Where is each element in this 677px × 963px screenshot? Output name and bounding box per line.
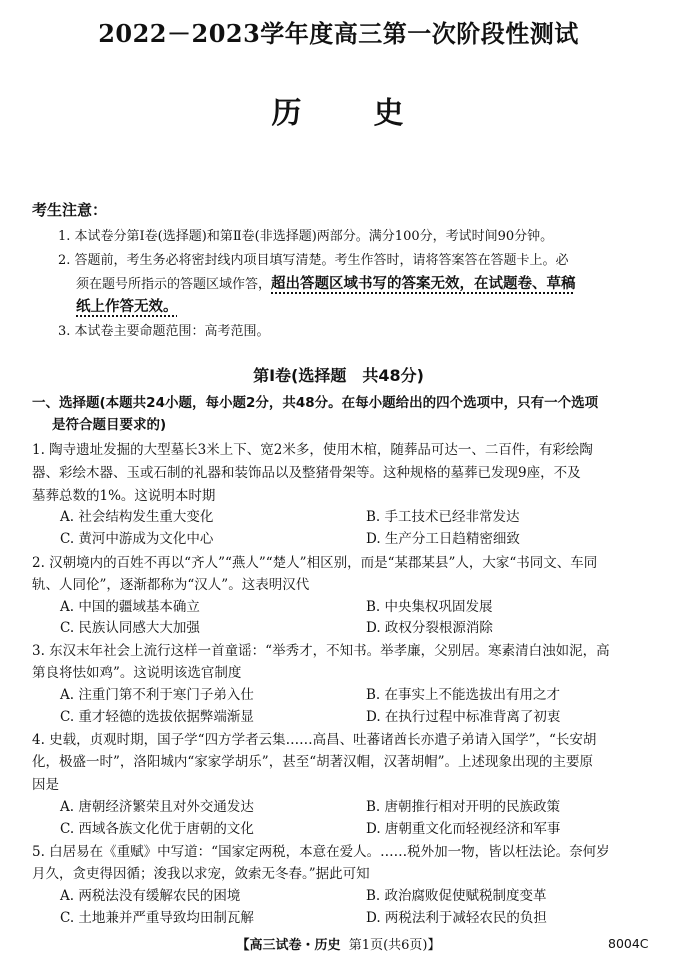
question-5-option-b: B. 政治腐败促使赋税制度变革 (366, 888, 547, 904)
notice-emphasis: 超出答题区域书写的答案无效，在试题卷、草稿 (271, 276, 576, 292)
question-1-option-b: B. 手工技术已经非常发达 (366, 509, 520, 525)
question-1-stem-line-3: 墓葬总数的1%。这说明本时期 (32, 488, 216, 504)
question-5-option-d: D. 两税法利于减轻农民的负担 (366, 910, 547, 926)
question-4-option-b: B. 唐朝推行相对开明的民族政策 (366, 799, 561, 815)
question-3-stem-line-2: 第良将怯如鸡”。这说明该选官制度 (32, 665, 242, 681)
question-4-stem-line-1: 4. 史载，贞观时期，国子学“四方学者云集……高昌、吐蕃诸酋长亦遣子弟请入国学”，“长安胡 (32, 732, 597, 748)
question-1-option-c: C. 黄河中游成为文化中心 (60, 531, 214, 547)
notice-emphasis-2: 纸上作答无效。 (76, 299, 178, 315)
question-2-option-c: C. 民族认同感大大加强 (60, 620, 200, 636)
notice-item-1: 1. 本试卷分第Ⅰ卷(选择题)和第Ⅱ卷(非选择题)两部分。满分100分，考试时间90分钟。 (58, 229, 554, 244)
question-5-stem-line-1: 5. 白居易在《重赋》中写道：“国家定两税，本意在爱人。……税外加一物，皆以枉法论。奈何岁 (32, 844, 610, 860)
question-5-stem-line-2: 月久，贪吏得因循；浚我以求宠，敛索无冬春。”据此可知 (32, 866, 370, 882)
question-1-stem-line-1: 1. 陶寺遗址发掘的大型墓长3米上下、宽2米多，使用木棺，随葬品可达一、二百件，有彩绘陶 (32, 442, 593, 458)
page-footer (0, 934, 677, 953)
question-2-option-a: A. 中国的疆域基本确立 (60, 599, 200, 615)
question-3-option-b: B. 在事实上不能选拔出有用之才 (366, 687, 561, 703)
section-instruction-line-1: 一、选择题(本题共24小题，每小题2分，共48分。在每小题给出的四个选项中，只有一个选项 (32, 395, 599, 411)
notice-item-2-line-1: 2. 答题前，考生务必将密封线内项目填写清楚。考生作答时，请将答案答在答题卡上。必 (58, 253, 569, 268)
subject-char-1: 历 (271, 96, 304, 131)
question-2-stem-line-2: 轨、人同伦”，逐渐都称为“汉人”。这表明汉代 (32, 577, 310, 593)
subject-char-2: 史 (373, 96, 406, 131)
question-1-option-d: D. 生产分工日趋精密细致 (366, 531, 520, 547)
footer-page-number: 第1页(共6页)】 (348, 938, 441, 953)
question-4-stem-line-2: 化，极盛一时”，洛阳城内“家家学胡乐”，甚至“胡著汉帽，汉著胡帽”。上述现象出现的主要原 (32, 754, 594, 770)
question-3-option-a: A. 注重门第不利于寒门子弟入仕 (60, 687, 254, 703)
question-2-option-b: B. 中央集权巩固发展 (366, 599, 493, 615)
question-3-stem-line-1: 3. 东汉末年社会上流行这样一首童谣：“举秀才，不知书。举孝廉，父别居。寒素清白浊如泥，高 (32, 643, 610, 659)
notice-item-2-line-2 (76, 272, 576, 293)
notice-heading: 考生注意： (32, 201, 108, 219)
section-title: 第Ⅰ卷(选择题 共48分) (253, 366, 424, 385)
question-3-option-d: D. 在执行过程中标准背离了初衷 (366, 709, 561, 725)
question-5-option-c: C. 土地兼并严重导致均田制瓦解 (60, 910, 254, 926)
question-4-option-d: D. 唐朝重文化而轻视经济和军事 (366, 821, 561, 837)
question-3-option-c: C. 重才轻德的选拔依据弊端渐显 (60, 709, 254, 725)
question-2-option-d: D. 政权分裂根源消除 (366, 620, 493, 636)
question-4-option-c: C. 西域各族文化优于唐朝的文化 (60, 821, 254, 837)
paper-code: 8004C (608, 936, 649, 951)
question-4-option-a: A. 唐朝经济繁荣且对外交通发达 (60, 799, 254, 815)
notice-item-2-plain: 须在题号所指示的答题区域作答， (76, 277, 272, 292)
footer-label: 【高三试卷・历史 (236, 938, 341, 953)
notice-item-3: 3. 本试卷主要命题范围：高考范围。 (58, 324, 270, 339)
question-1-stem-line-2: 器、彩绘木器、玉或石制的礼器和装饰品以及整猪骨架等。这种规格的墓葬已发现9座，不及 (32, 465, 581, 481)
exam-title: 2022－2023学年度高三第一次阶段性测试 (98, 19, 579, 48)
question-4-stem-line-3: 因是 (32, 777, 59, 793)
question-5-option-a: A. 两税法没有缓解农民的困境 (60, 888, 241, 904)
question-2-stem-line-1: 2. 汉朝境内的百姓不再以“齐人”“燕人”“楚人”相区别，而是“某郡某县”人，大家“书同文、车同 (32, 555, 598, 571)
subject-title (0, 88, 677, 132)
question-1-option-a: A. 社会结构发生重大变化 (60, 509, 214, 525)
section-instruction-line-2: 是符合题目要求的) (52, 417, 167, 433)
notice-item-2-line-3 (76, 295, 178, 316)
